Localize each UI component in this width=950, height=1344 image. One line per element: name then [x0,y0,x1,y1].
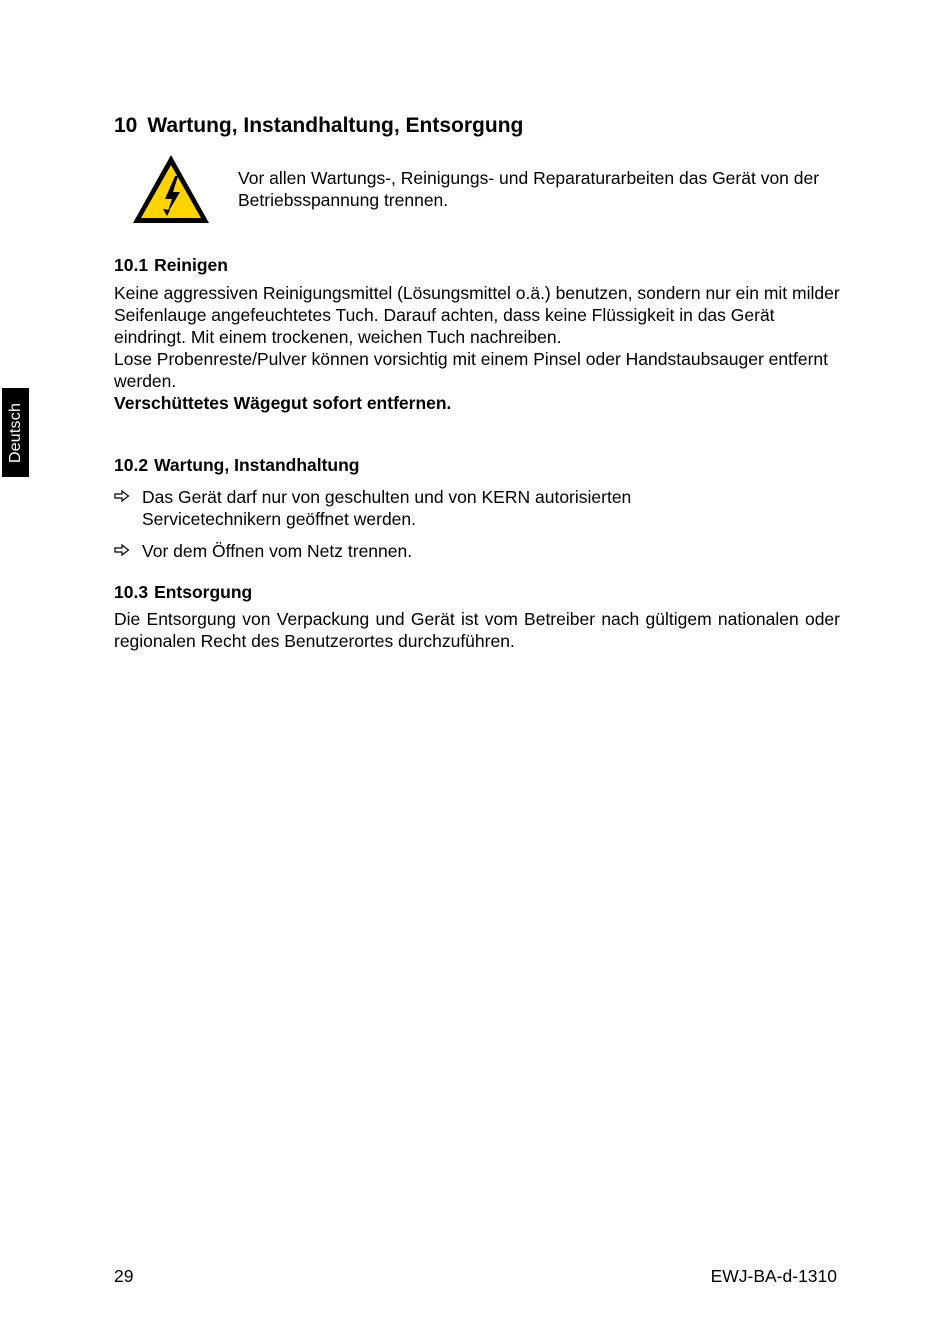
section-title: Wartung, Instandhaltung, Entsorgung [147,114,524,137]
outline-arrow-right-icon [114,490,130,502]
warning-text: Vor allen Wartungs-, Reinigungs- und Reparaturarbeiten das Gerät von der Betriebsspannung trennen. [238,168,820,210]
cleaning-warning-bold: Verschüttetes Wägegut sofort entfernen. [114,393,452,413]
subsection-heading-entsorgung [114,582,252,603]
subsection-number: 10.3 [114,582,149,602]
subsection-title: Reinigen [154,255,228,275]
cleaning-paragraph: Lose Probenreste/Pulver können vorsichtig mit einem Pinsel oder Handstaubsauger entfernt werden. [114,349,829,391]
subsection-number: 10.2 [114,455,149,475]
section-number: 10 [114,114,138,137]
subsection-heading-reinigen [114,255,228,276]
list-item-text: Vor dem Öffnen vom Netz trennen. [142,541,413,561]
section-heading [114,114,523,138]
cleaning-instructions [114,282,840,414]
subsection-title: Entsorgung [154,582,253,602]
disposal-paragraph: Die Entsorgung von Verpackung und Gerät ist vom Betreiber nach gültigem nationalen oder regionalen Recht des Benutzerortes durchzuführen. [114,609,840,651]
electrical-hazard-warning-icon [130,152,212,226]
outline-arrow-right-icon [114,544,130,556]
cleaning-paragraph: Keine aggressiven Reinigungsmittel (Lösungsmittel o.ä.) benutzen, sondern nur ein mit milder Seifenlauge angefeuchtetes Tuch. Darauf achten, dass keine Flüssigkeit in das Gerät eindringt. Mit einem trockenen, weichen Tuch nachreiben. [114,283,840,347]
list-item-text: Das Gerät darf nur von geschulten und von KERN autorisierten Servicetechnikern geöffnet werden. [142,487,632,529]
subsection-title: Wartung, Instandhaltung [154,455,360,475]
subsection-number: 10.1 [114,255,149,275]
language-side-tab-label: Deutsch [6,402,24,463]
document-code: EWJ-BA-d-1310 [710,1266,837,1286]
page-number: 29 [114,1266,134,1286]
subsection-heading-wartung [114,455,360,476]
language-side-tab [2,388,29,477]
